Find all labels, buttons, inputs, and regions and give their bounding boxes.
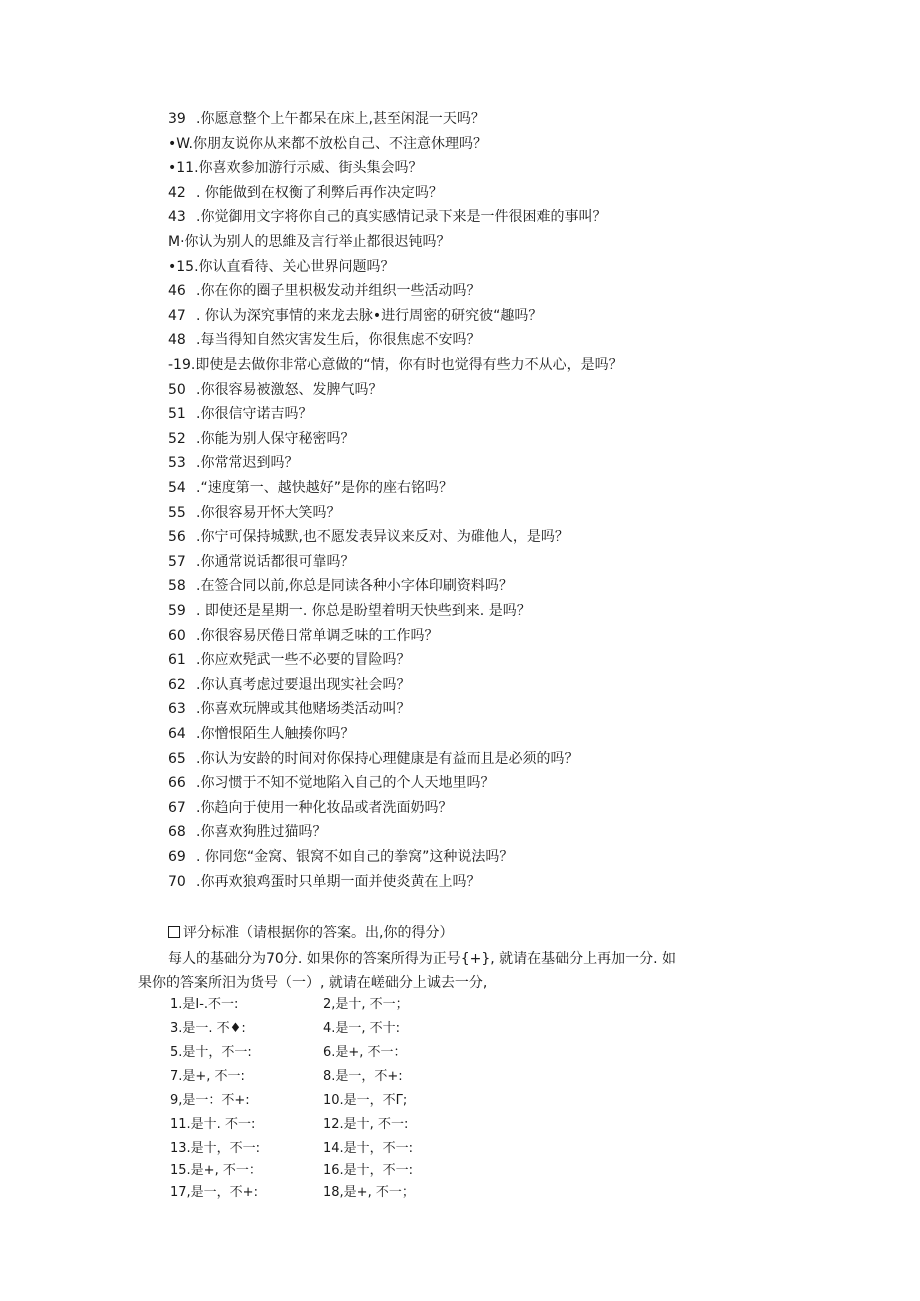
scoring-paragraph-line-2: 果你的答案所汨为货号（一）, 就请在嵯础分上诚去一分, <box>138 975 488 991</box>
question-item <box>168 356 623 374</box>
score-item: 6.是+, 不一： <box>323 1045 407 1060</box>
question-item <box>168 307 542 325</box>
question-item <box>168 774 494 792</box>
question-text: .你再欢狼鸡蛋时只单期一面并使炎黄在上吗？ <box>196 873 481 890</box>
question-item <box>168 528 569 546</box>
question-number: 61 <box>168 652 186 669</box>
question-number: 59 <box>168 603 186 619</box>
question-text: . 即使还是星期一. 你总是盼望着明天快些到来. 是吗？ <box>196 603 531 619</box>
question-item <box>168 651 410 669</box>
question-number: 46 <box>168 283 186 300</box>
question-number: 42 <box>168 184 186 201</box>
question-text: . 你认为深究事情的来龙去脉•进行周密的研究彼“趣吗？ <box>196 307 543 324</box>
score-item: 5.是十，不一: <box>170 1045 252 1060</box>
question-text: .你习惯于不知不觉地陷入自己的个人天地里吗？ <box>196 775 495 792</box>
question-text: .你很容易被激怒、发脾气吗？ <box>196 381 383 398</box>
question-text: .你认为安龄的时间对你保持心理健康是有益而且是必须的吗？ <box>196 750 579 767</box>
score-item: 2,是十, 不一； <box>323 997 409 1012</box>
question-text: .你很容易开怀大笑吗？ <box>196 504 341 521</box>
score-item: 9,是一：不+: <box>170 1093 250 1108</box>
question-number: 62 <box>168 676 186 693</box>
question-number: 58 <box>168 578 186 595</box>
question-item <box>168 799 452 817</box>
question-text: .你憎恨陌生人触揍你吗？ <box>196 726 355 742</box>
question-item <box>168 184 443 202</box>
question-text: •W.你朋友说你从来都不放松自己、不注意休理吗？ <box>168 135 487 152</box>
question-number: 65 <box>168 750 186 767</box>
question-text: .你很容易厌倦日常单调乏味的工作吗？ <box>196 627 439 644</box>
question-text: .你应欢髡武一些不必要的冒险吗？ <box>196 652 411 669</box>
score-item: 13.是十，不一: <box>170 1141 261 1156</box>
question-number: 56 <box>168 529 186 546</box>
question-item <box>168 208 606 226</box>
question-text: .你能为别人保守秘密吗？ <box>196 430 355 447</box>
question-item <box>168 430 354 448</box>
score-item: 12.是十, 不一: <box>323 1117 409 1132</box>
question-text: M·你认为别人的思維及言行举止都很迟钝吗？ <box>168 234 451 250</box>
question-item <box>168 233 451 251</box>
score-item: 4.是一, 不十: <box>323 1021 401 1036</box>
question-item <box>168 331 480 349</box>
question-item <box>168 258 395 276</box>
question-text: •15.你认直看待、关心世界问题吗？ <box>168 258 395 275</box>
score-item: 14.是十，不一: <box>323 1141 414 1156</box>
score-item: 1.是I-.不一: <box>170 997 239 1012</box>
question-item <box>168 454 298 472</box>
question-text: .你喜欢玩牌或其他赌场类活动叫？ <box>196 701 411 718</box>
question-item <box>168 627 438 645</box>
question-text: .你趋向于使用一种化妆品或者洗面奶吗？ <box>196 799 453 816</box>
question-number: 50 <box>168 381 186 398</box>
score-item: 15.是+, 不一： <box>170 1163 262 1178</box>
question-text: .你很信守诺吉吗？ <box>196 406 313 423</box>
score-item: 7.是+, 不一: <box>170 1069 245 1084</box>
question-item <box>168 381 382 399</box>
question-item <box>168 282 480 300</box>
question-item <box>168 553 354 571</box>
question-item <box>168 700 410 718</box>
question-number: 63 <box>168 701 186 718</box>
question-number: 43 <box>168 209 186 226</box>
checkbox-square-icon <box>168 926 180 938</box>
question-item <box>168 873 480 891</box>
question-item <box>168 676 410 694</box>
question-number: 69 <box>168 849 186 865</box>
question-text: .你认真考虑过要退出现实社会吗？ <box>196 676 411 693</box>
question-item <box>168 750 578 768</box>
question-text: .你常常迟到吗？ <box>196 455 299 472</box>
scoring-heading-text: 评分标准（请根据你的答案。出,你的得分） <box>183 925 454 941</box>
question-text: .你在你的圈子里枳极发动并组织一些活动吗？ <box>196 283 481 300</box>
question-item <box>168 823 326 841</box>
question-item <box>168 110 485 128</box>
question-number: 53 <box>168 455 186 472</box>
question-text: .你宁可保持城默,也不愿发表异议来反对、为碓他人，是吗？ <box>196 529 569 546</box>
question-number: 64 <box>168 726 186 742</box>
question-number: 60 <box>168 627 186 644</box>
question-number: 47 <box>168 307 186 324</box>
question-item <box>168 135 487 153</box>
question-item <box>168 159 423 177</box>
score-item: 8.是一，不+: <box>323 1069 403 1084</box>
question-number: 54 <box>168 480 186 496</box>
score-item: 11.是十. 不一: <box>170 1117 256 1132</box>
scoring-paragraph-line-1: 每人的基础分为70分. 如果你的答案所得为正号{+}, 就请在基础分上再加一分. 如 <box>168 951 677 967</box>
question-number: 39 <box>168 111 186 127</box>
question-item <box>168 577 513 595</box>
score-item: 3.是一. 不♦: <box>170 1021 246 1036</box>
question-item <box>168 848 513 866</box>
question-text: .每当得知自然灾害发生后，你很焦虑不安吗？ <box>196 332 481 349</box>
question-number: 52 <box>168 430 186 447</box>
question-number: 48 <box>168 332 186 349</box>
question-item <box>168 602 531 620</box>
question-text: •11.你喜欢参加游行示威、街头集会吗？ <box>168 160 423 177</box>
question-number: 55 <box>168 504 186 521</box>
question-text: . 你同您“金窝、银窝不如自己的拳窝”这种说法吗？ <box>196 849 514 865</box>
question-item <box>168 479 453 497</box>
question-number: 70 <box>168 873 186 890</box>
question-text: -19.即使是去做你非常心意做的“情，你有时也觉得有些力不从心，是吗？ <box>168 357 623 373</box>
score-item: 17,是一，不+: <box>170 1185 258 1200</box>
question-text: .你觉御用文字将你自己的真实感情记录下来是一件很困难的事叫？ <box>196 209 607 226</box>
score-item: 16.是十，不一: <box>323 1163 414 1178</box>
question-number: 68 <box>168 824 186 841</box>
score-item: 18,是+, 不一； <box>323 1185 415 1200</box>
question-text: .你喜欢狗胜过猫吗？ <box>196 824 327 841</box>
question-text: .在签合同以前,你总是同读各种小字体印刷资料吗？ <box>196 578 513 595</box>
question-text: . 你能做到在权衡了利弊后再作决定吗？ <box>196 184 443 201</box>
question-text: .你愿意整个上午都呆在床上,甚至闲混一天吗？ <box>196 111 485 127</box>
question-number: 57 <box>168 553 186 570</box>
question-number: 66 <box>168 775 186 792</box>
question-text: .你通常说话都很可靠吗？ <box>196 553 355 570</box>
scoring-heading <box>168 924 453 942</box>
question-item <box>168 504 340 522</box>
question-text: .“速度第一、越快越好”是你的座右铭吗？ <box>196 480 453 496</box>
question-item <box>168 725 354 743</box>
question-number: 67 <box>168 799 186 816</box>
question-number: 51 <box>168 406 186 423</box>
score-item: 10.是一，不Γ; <box>323 1093 408 1108</box>
question-item <box>168 405 312 423</box>
